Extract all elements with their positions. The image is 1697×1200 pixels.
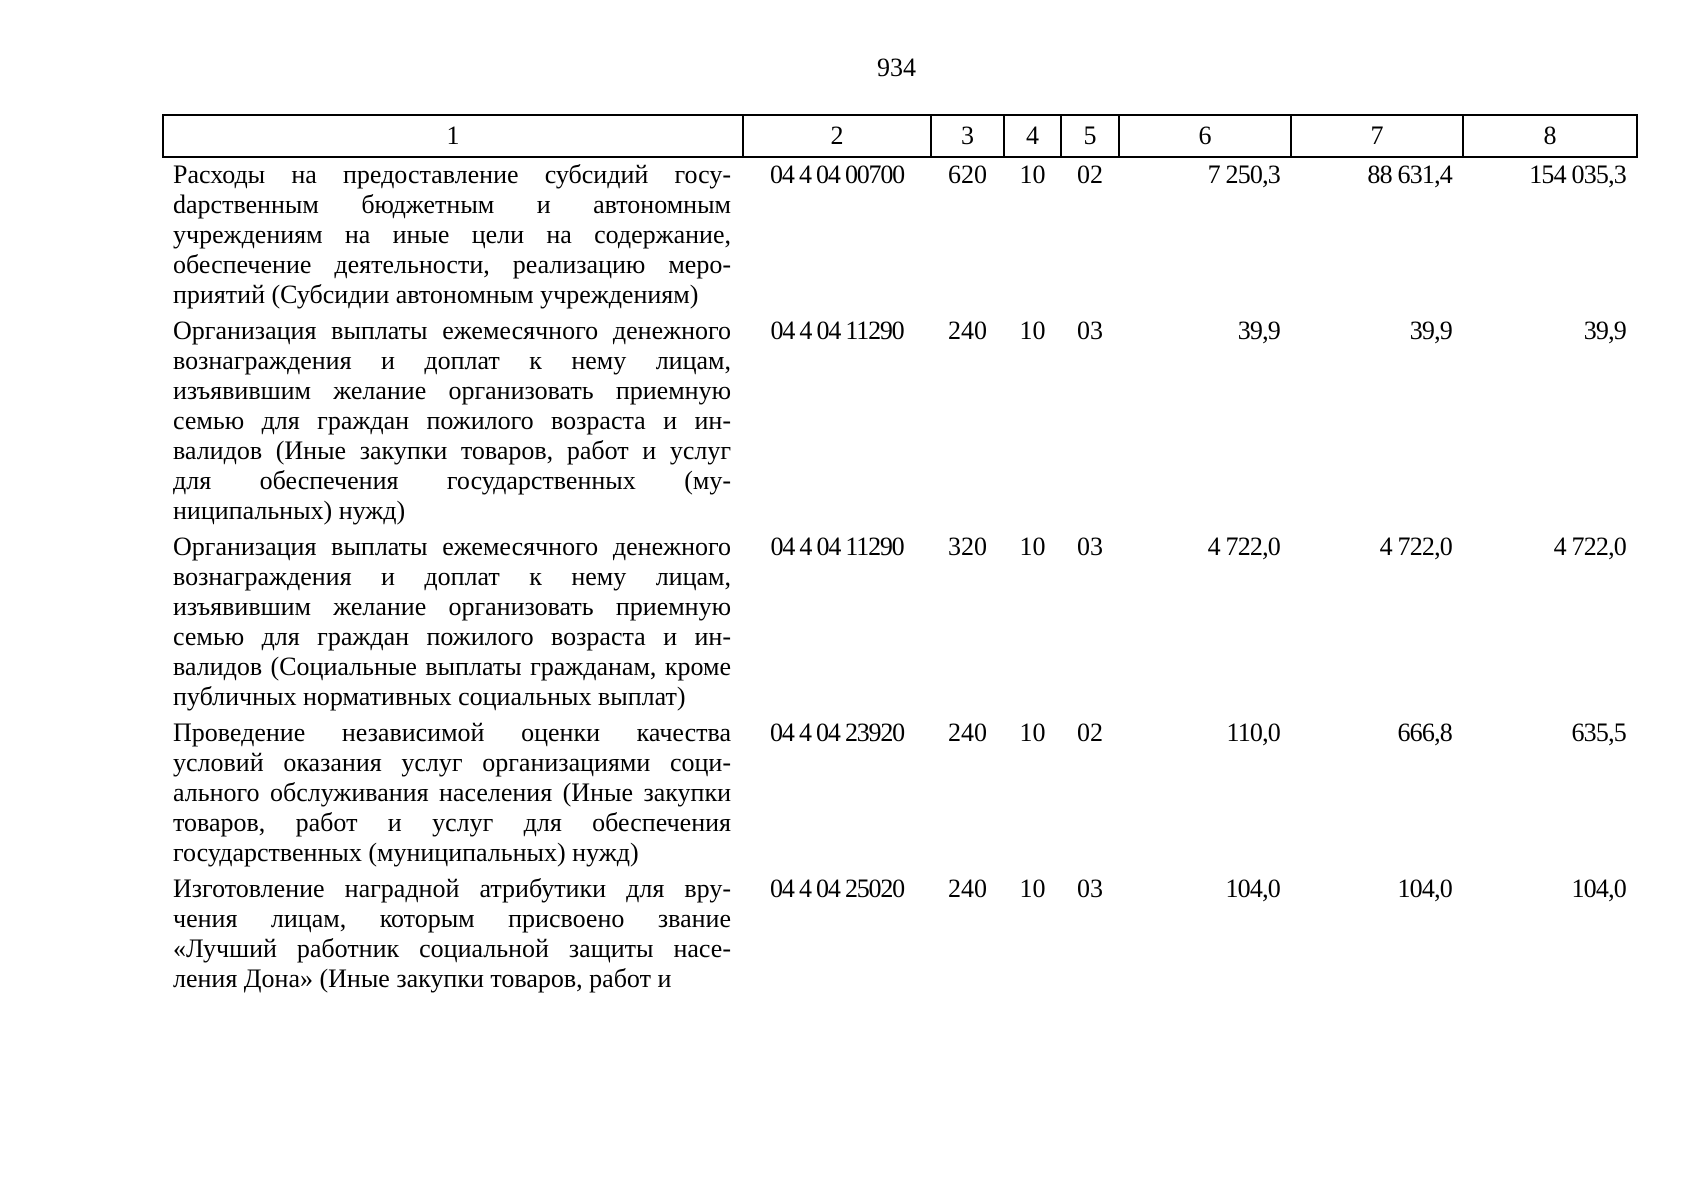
- amount-col-6: 39,9: [1237, 316, 1280, 345]
- column-header: 3: [931, 115, 1004, 157]
- subsection-code: 03: [1077, 874, 1103, 903]
- expense-description: Организация выплаты ежемесячного денежного вознаграждения и доплат к нему лицам, изъявившим желание организовать приемную семью для граждан пожилого возраста и инвалидов (Социальные выплаты гражданам, кроме публичных нормативных социальных выплат): [173, 532, 731, 711]
- target-code: 04 4 04 25020: [770, 874, 904, 903]
- column-header: 2: [743, 115, 931, 157]
- expense-type: 240: [948, 874, 987, 903]
- expense-description: Организация выплаты ежемесячного денежного вознаграждения и доплат к нему лицам, изъявившим желание организовать приемную семью для граждан пожилого возраста и инвалидов (Иные закупки товаров, работ и услуг для обеспечения государственных (муниципальных) нужд): [173, 316, 731, 525]
- budget-table: [162, 114, 1638, 1000]
- amount-col-7: 39,9: [1409, 316, 1452, 345]
- column-header: 1: [163, 115, 743, 157]
- table-row: [163, 718, 1637, 874]
- subsection-code: 03: [1077, 532, 1103, 561]
- header-row: [163, 115, 1637, 157]
- amount-col-8: 4 722,0: [1553, 532, 1626, 561]
- expense-type: 240: [948, 316, 987, 345]
- amount-col-6: 7 250,3: [1207, 160, 1280, 189]
- section-code: 10: [1019, 160, 1046, 189]
- expense-description: Проведение независимой оценки качества условий оказания услуг организациями социального обслуживания населения (Иные закупки товаров, работ и услуг для обеспечения государственных (муниципальных) нужд): [173, 718, 731, 867]
- table-row: [163, 874, 1637, 1000]
- amount-col-6: 110,0: [1226, 718, 1280, 747]
- amount-col-8: 39,9: [1583, 316, 1626, 345]
- subsection-code: 02: [1077, 160, 1103, 189]
- amount-col-7: 88 631,4: [1367, 160, 1452, 189]
- target-code: 04 4 04 00700: [770, 160, 904, 189]
- expense-description: Расходы на предоставление субсидий госуdарственным бюджетным и автономным учреждениям на иные цели на содержание, обеспечение деятельности, реализацию мероприятий (Субсидии автономным учреждениям): [173, 160, 731, 309]
- column-header: 8: [1463, 115, 1637, 157]
- column-header: 7: [1291, 115, 1463, 157]
- column-header: 5: [1061, 115, 1119, 157]
- amount-col-7: 666,8: [1397, 718, 1452, 747]
- table-row: [163, 316, 1637, 532]
- expense-type: 240: [948, 718, 987, 747]
- target-code: 04 4 04 11290: [770, 316, 904, 345]
- subsection-code: 02: [1077, 718, 1103, 747]
- amount-col-7: 4 722,0: [1379, 532, 1452, 561]
- section-code: 10: [1019, 718, 1046, 747]
- amount-col-7: 104,0: [1397, 874, 1452, 903]
- amount-col-8: 104,0: [1571, 874, 1626, 903]
- amount-col-8: 635,5: [1571, 718, 1626, 747]
- expense-description: Изготовление наградной атрибутики для вручения лицам, которым присвоено звание «Лучший работник социальной защиты населения Дона» (Иные закупки товаров, работ и: [173, 874, 731, 993]
- expense-type: 320: [948, 532, 987, 561]
- column-header: 6: [1119, 115, 1291, 157]
- table-row: [163, 532, 1637, 718]
- table-row: [163, 157, 1637, 316]
- target-code: 04 4 04 23920: [770, 718, 904, 747]
- section-code: 10: [1019, 532, 1046, 561]
- page-number: 934: [877, 53, 916, 82]
- column-header: 4: [1004, 115, 1061, 157]
- subsection-code: 03: [1077, 316, 1103, 345]
- section-code: 10: [1019, 316, 1046, 345]
- amount-col-8: 154 035,3: [1529, 160, 1626, 189]
- expense-type: 620: [948, 160, 987, 189]
- amount-col-6: 4 722,0: [1207, 532, 1280, 561]
- section-code: 10: [1019, 874, 1046, 903]
- amount-col-6: 104,0: [1225, 874, 1280, 903]
- target-code: 04 4 04 11290: [770, 532, 904, 561]
